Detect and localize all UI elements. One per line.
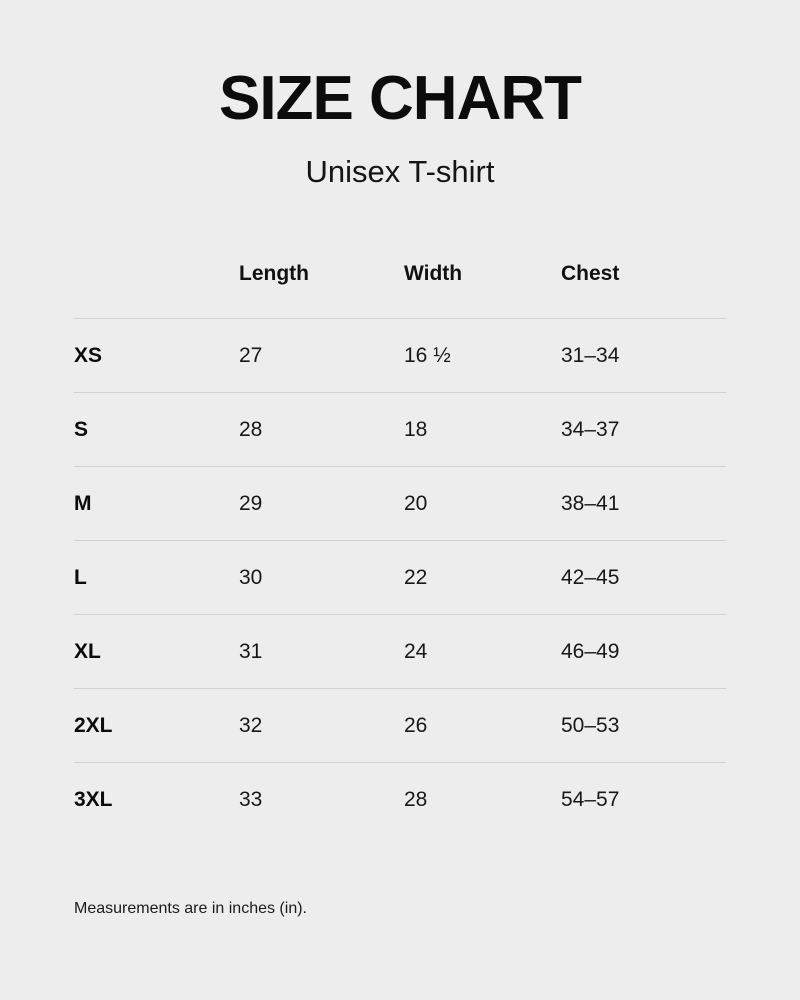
cell-length: 33 (239, 763, 404, 837)
cell-chest: 42–45 (561, 541, 726, 615)
table-row (74, 467, 726, 541)
cell-chest: 31–34 (561, 319, 726, 393)
footnote: Measurements are in inches (in). (74, 900, 307, 917)
cell-chest: 54–57 (561, 763, 726, 837)
column-header-length: Length (239, 262, 309, 285)
cell-size: S (74, 393, 239, 467)
cell-size: L (74, 541, 239, 615)
table-row (74, 763, 726, 837)
size-chart-table (74, 262, 726, 836)
table-row (74, 319, 726, 393)
cell-chest: 38–41 (561, 467, 726, 541)
cell-length: 27 (239, 319, 404, 393)
table-row (74, 541, 726, 615)
cell-length: 28 (239, 393, 404, 467)
table-header (74, 262, 726, 319)
cell-length: 29 (239, 467, 404, 541)
cell-width: 24 (404, 615, 561, 689)
cell-size: 3XL (74, 763, 239, 837)
cell-width: 22 (404, 541, 561, 615)
table-body (74, 319, 726, 837)
cell-width: 28 (404, 763, 561, 837)
cell-size: 2XL (74, 689, 239, 763)
cell-length: 30 (239, 541, 404, 615)
cell-chest: 34–37 (561, 393, 726, 467)
column-header-width: Width (404, 262, 463, 285)
cell-chest: 50–53 (561, 689, 726, 763)
page-title: SIZE CHART (219, 64, 581, 133)
cell-size: M (74, 467, 239, 541)
cell-width: 18 (404, 393, 561, 467)
table-row (74, 393, 726, 467)
cell-width: 16 ½ (404, 319, 561, 393)
cell-size: XL (74, 615, 239, 689)
page-subtitle: Unisex T-shirt (305, 154, 495, 189)
table-row (74, 615, 726, 689)
cell-width: 20 (404, 467, 561, 541)
table-row (74, 689, 726, 763)
cell-length: 32 (239, 689, 404, 763)
cell-size: XS (74, 319, 239, 393)
cell-chest: 46–49 (561, 615, 726, 689)
column-header-size (74, 262, 239, 319)
cell-length: 31 (239, 615, 404, 689)
cell-width: 26 (404, 689, 561, 763)
table-header-row (74, 262, 726, 319)
column-header-chest: Chest (561, 262, 620, 285)
